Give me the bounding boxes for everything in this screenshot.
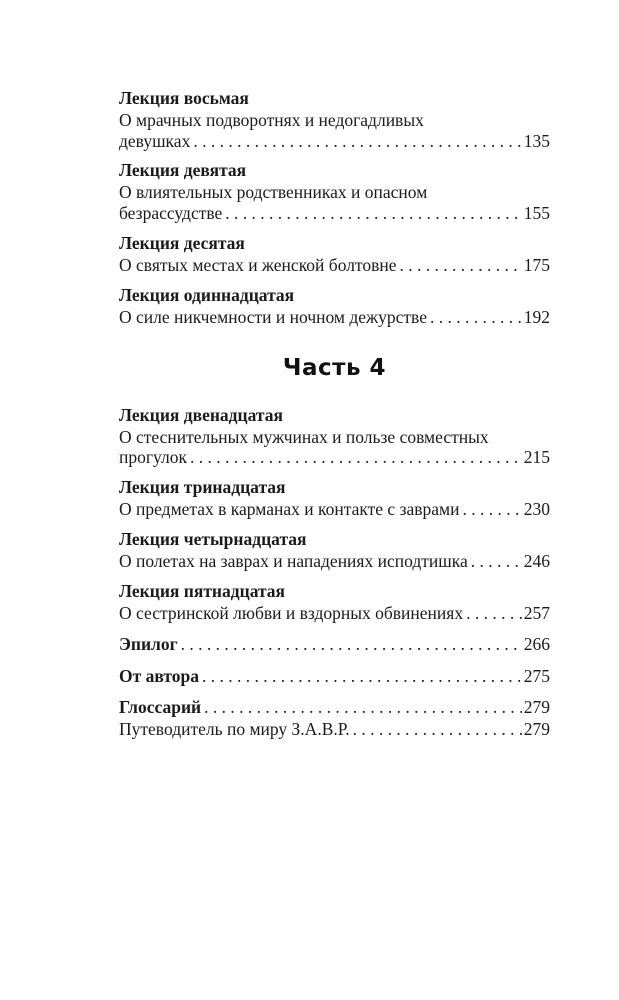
lecture-9-subtitle-line1: О влиятельных родственниках и опасном xyxy=(119,182,428,202)
lecture-12-title: Лекция двенадцатая xyxy=(119,405,283,425)
lecture-15-entry xyxy=(119,603,550,623)
author-note-entry xyxy=(119,666,550,686)
lecture-8-title: Лекция восьмая xyxy=(119,88,249,108)
guide-entry xyxy=(119,719,550,739)
lecture-15-title: Лекция пятнадцатая xyxy=(119,581,286,601)
lecture-13-entry xyxy=(119,499,550,519)
leader-dots xyxy=(427,307,522,327)
lecture-14-entry xyxy=(119,551,550,571)
leader-dots xyxy=(350,719,522,739)
leader-dots xyxy=(459,499,521,519)
leader-dots xyxy=(397,255,522,275)
glossary-title: Глоссарий xyxy=(119,697,202,717)
lecture-9-subtitle-line2: безрассудстве xyxy=(119,203,223,223)
leader-dots xyxy=(199,666,522,686)
guide-page: 279 xyxy=(523,719,550,739)
leader-dots xyxy=(222,203,521,223)
epilogue-entry xyxy=(119,634,550,654)
epilogue-title: Эпилог xyxy=(119,634,178,654)
lecture-10-page: 175 xyxy=(523,255,550,275)
lecture-13-title: Лекция тринадцатая xyxy=(119,477,286,497)
lecture-13-page: 230 xyxy=(523,499,550,519)
lecture-8-subtitle-line1: О мрачных подворотнях и недогадливых xyxy=(119,110,424,130)
lecture-9-page: 155 xyxy=(523,203,550,223)
glossary-entry xyxy=(119,697,550,717)
lecture-11-subtitle: О силе никчемности и ночном дежурстве xyxy=(119,307,427,327)
lecture-8-page: 135 xyxy=(523,131,550,151)
lecture-15-subtitle: О сестринской любви и вздорных обвинениях xyxy=(119,603,464,623)
lecture-9-entry xyxy=(119,203,550,223)
leader-dots xyxy=(187,447,522,467)
lecture-12-subtitle-line1: О стеснительных мужчинах и пользе совместных xyxy=(119,427,489,447)
lecture-14-title: Лекция четырнадцатая xyxy=(119,529,307,549)
lecture-13-subtitle: О предметах в карманах и контакте с заврами xyxy=(119,499,460,519)
lecture-10-subtitle: О святых местах и женской болтовне xyxy=(119,255,397,275)
lecture-15-page: 257 xyxy=(523,603,550,623)
glossary-page: 279 xyxy=(523,697,550,717)
lecture-14-subtitle: О полетах на заврах и нападениях исподтишка xyxy=(119,551,468,571)
lecture-10-entry xyxy=(119,255,550,275)
lecture-8-entry xyxy=(119,131,550,151)
leader-dots xyxy=(463,603,522,623)
lecture-11-page: 192 xyxy=(523,307,550,327)
lecture-11-entry xyxy=(119,307,550,327)
leader-dots xyxy=(468,551,522,571)
lecture-12-subtitle-line2: прогулок xyxy=(119,447,188,467)
lecture-12-page: 215 xyxy=(523,447,550,467)
author-note-page: 275 xyxy=(523,666,550,686)
lecture-14-page: 246 xyxy=(523,551,550,571)
leader-dots xyxy=(190,131,521,151)
lecture-10-title: Лекция десятая xyxy=(119,233,245,253)
leader-dots xyxy=(178,634,522,654)
lecture-9-title: Лекция девятая xyxy=(119,160,247,180)
epilogue-page: 266 xyxy=(523,634,550,654)
lecture-11-title: Лекция одиннадцатая xyxy=(119,285,295,305)
lecture-8-subtitle-line2: девушках xyxy=(119,131,191,151)
lecture-12-entry xyxy=(119,447,550,467)
leader-dots xyxy=(201,697,522,717)
part-4-heading: Часть 4 xyxy=(282,355,387,381)
author-note-title: От автора xyxy=(119,666,199,686)
guide-title: Путеводитель по миру З.А.В.Р. xyxy=(119,719,350,739)
